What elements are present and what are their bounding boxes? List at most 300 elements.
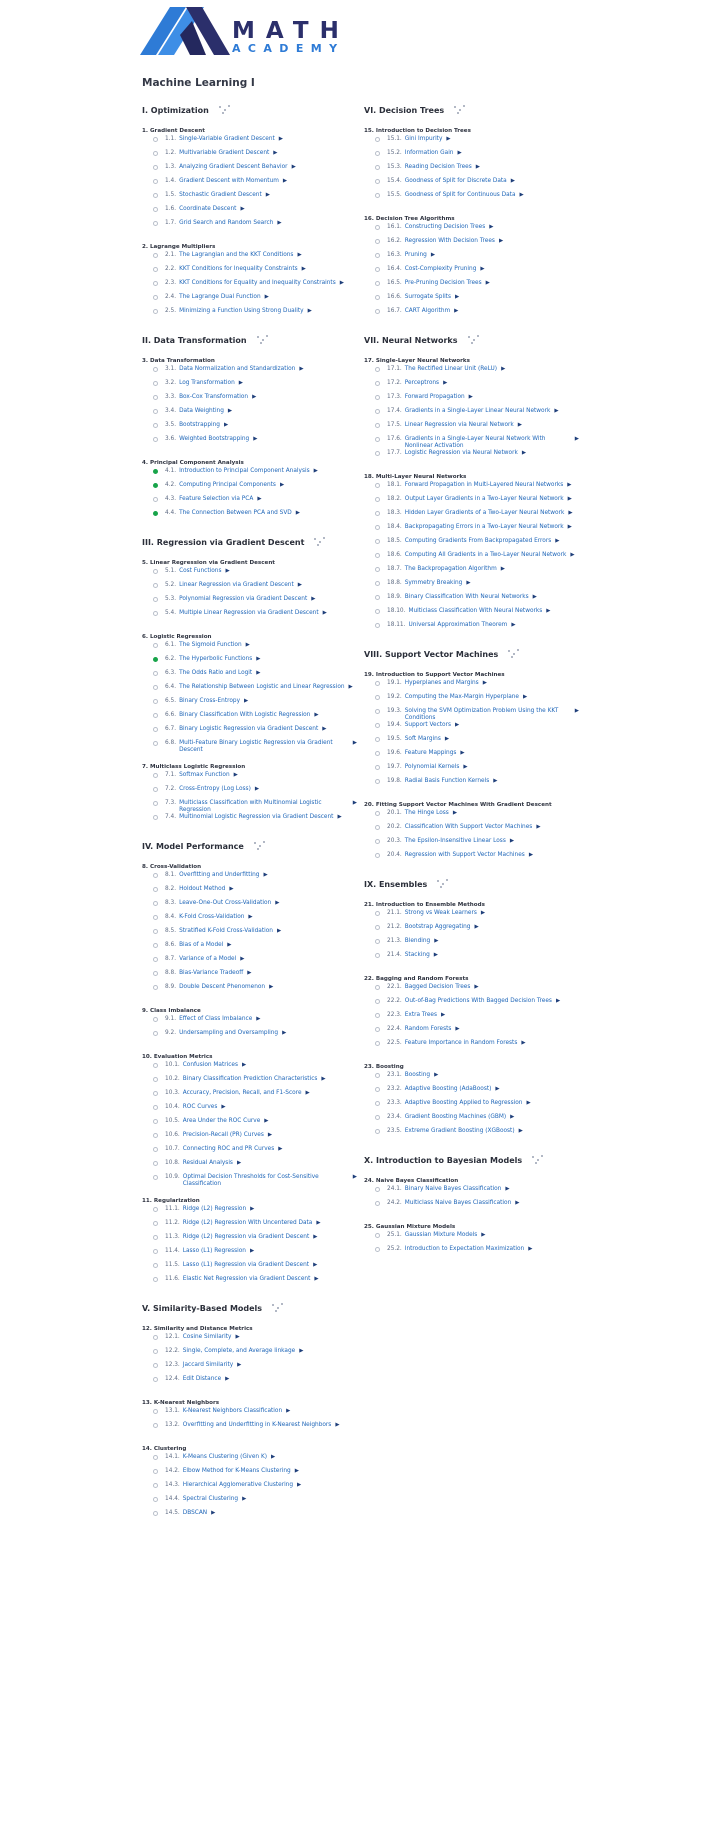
lesson-link[interactable] [364,938,579,952]
lesson-number: 13.1. [165,1408,180,1414]
lesson-label: Feature Mappings [404,750,457,756]
lesson-link[interactable] [364,224,579,238]
lesson-link[interactable] [142,684,357,698]
lesson-link[interactable] [142,1076,357,1090]
lesson-number: 24.1. [387,1186,402,1192]
sparkle-icon [454,105,466,115]
lesson-label: Binary Naive Bayes Classification [404,1186,502,1192]
lesson-number: 8.2. [165,886,177,892]
lesson-link[interactable] [142,1160,357,1174]
lesson-link[interactable] [142,1016,357,1030]
lesson-number: 17.1. [387,366,402,372]
lesson-link[interactable] [142,164,357,178]
lesson-number: 23.1. [387,1072,402,1078]
lesson-link[interactable] [142,192,357,206]
lesson-link[interactable] [142,942,357,956]
math-academy-logo[interactable] [140,5,380,57]
lesson-number: 8.9. [165,984,177,990]
caret-right-icon: ▶ [337,814,342,820]
lesson-link[interactable] [142,380,357,394]
lesson-label: Data Normalization and Standardization [179,366,296,372]
caret-right-icon: ▶ [480,910,486,916]
lesson-number: 3.3. [165,394,177,400]
progress-circle-icon [153,367,158,372]
lesson-link[interactable] [142,1206,357,1220]
lesson-link[interactable] [364,524,579,538]
caret-right-icon: ▶ [299,1348,304,1354]
progress-circle-icon [375,581,380,586]
lesson-link[interactable] [364,952,579,966]
lesson-link[interactable] [142,670,357,684]
lesson-link[interactable] [364,1232,579,1246]
unit-section [364,1150,579,1260]
lesson-link[interactable] [364,680,579,694]
progress-circle-icon [375,839,380,844]
topic-title: 13. K-Nearest Neighbors [142,1400,220,1406]
lesson-link[interactable] [364,764,579,778]
lesson-link[interactable] [142,1510,357,1524]
lesson-label: CART Algorithm [404,308,451,314]
lesson-link[interactable] [142,178,357,192]
lesson-number: 10.8. [165,1160,180,1166]
lesson-link[interactable] [364,482,579,496]
lesson-link[interactable] [364,380,579,394]
lesson-link[interactable] [364,280,579,294]
lesson-label: Adaptive Boosting (AdaBoost) [404,1086,492,1092]
caret-right-icon: ▶ [444,736,450,742]
lesson-link[interactable] [142,1248,357,1262]
caret-right-icon: ▶ [526,1100,531,1106]
caret-right-icon: ▶ [493,778,498,784]
unit-heading [142,836,357,856]
lesson-label: K-Nearest Neighbors Classification [182,1408,283,1414]
lesson-link[interactable] [142,1422,357,1436]
topic-group [364,974,579,1054]
lesson-number: 23.3. [387,1100,402,1106]
topic-group [142,1052,357,1188]
lesson-link[interactable] [142,366,357,380]
lesson-link[interactable] [142,1262,357,1276]
lesson-number: 18.10. [387,608,406,614]
lesson-link[interactable] [364,566,579,580]
lesson-link[interactable] [364,852,579,866]
lesson-link[interactable] [142,1090,357,1104]
lesson-link[interactable] [364,538,579,552]
lesson-label: Edit Distance [182,1376,222,1382]
progress-circle-icon [153,901,158,906]
lesson-number: 10.7. [165,1146,180,1152]
caret-right-icon: ▶ [254,786,260,792]
lesson-number: 17.6. [387,436,402,442]
lesson-link[interactable] [142,610,357,624]
lesson-number: 21.4. [387,952,402,958]
lesson-link[interactable] [142,1220,357,1234]
lesson-number: 13.2. [165,1422,180,1428]
lesson-label: Multiclass Classification with Multinomial Logistic Regression [179,800,322,813]
lesson-link[interactable] [364,394,579,408]
progress-circle-icon [375,381,380,386]
lesson-link[interactable] [142,914,357,928]
caret-right-icon: ▶ [505,1186,510,1192]
progress-circle-icon [375,1233,380,1238]
lesson-label: Perceptrons [404,380,440,386]
completed-dot-icon [153,511,158,516]
lesson-link[interactable] [364,594,579,608]
caret-right-icon: ▶ [252,394,257,400]
lesson-link[interactable] [364,1086,579,1100]
progress-circle-icon [153,929,158,934]
caret-right-icon: ▶ [480,266,485,272]
unit-title: III. Regression via Gradient Descent [142,537,305,547]
lesson-link[interactable] [364,1072,579,1086]
progress-circle-icon [375,953,380,958]
lesson-link[interactable] [364,552,579,566]
sparkle-icon [314,537,326,547]
lesson-label: Support Vectors [404,722,452,728]
lesson-label: Area Under the ROC Curve [182,1118,261,1124]
lesson-link[interactable] [142,582,357,596]
caret-right-icon: ▶ [474,984,479,990]
caret-right-icon: ▶ [339,280,344,286]
caret-right-icon: ▶ [501,366,506,372]
caret-right-icon: ▶ [322,726,327,732]
lesson-number: 18.8. [387,580,402,586]
lesson-link[interactable] [364,164,579,178]
lesson-label: DBSCAN [182,1510,208,1516]
lesson-link[interactable] [142,252,357,266]
lesson-link[interactable] [364,510,579,524]
lesson-link[interactable] [364,984,579,998]
lesson-link[interactable] [142,900,357,914]
lesson-label: Lasso (L1) Regression via Gradient Descent [182,1262,310,1268]
unit-title: II. Data Transformation [142,335,247,345]
lesson-link[interactable] [142,482,357,496]
lesson-link[interactable] [142,872,357,886]
lesson-link[interactable] [142,1468,357,1482]
lesson-link[interactable] [364,838,579,852]
progress-circle-icon [375,1129,380,1134]
lesson-number: 15.1. [387,136,402,142]
lesson-link[interactable] [142,970,357,984]
lesson-link[interactable] [364,192,579,206]
progress-circle-icon [153,1277,158,1282]
progress-circle-icon [375,999,380,1004]
lesson-number: 19.1. [387,680,402,686]
lesson-link[interactable] [142,800,357,814]
lesson-number: 15.4. [387,178,402,184]
lesson-number: 12.4. [165,1376,180,1382]
lesson-link[interactable] [364,1128,579,1142]
lesson-label: Computing the Max-Margin Hyperplane [404,694,520,700]
caret-right-icon: ▶ [263,872,268,878]
lesson-link[interactable] [142,206,357,220]
caret-right-icon: ▶ [509,838,515,844]
lesson-number: 3.2. [165,380,177,386]
lesson-link[interactable] [364,436,579,450]
lesson-link[interactable] [364,824,579,838]
caret-right-icon: ▶ [517,422,522,428]
lesson-link[interactable] [364,496,579,510]
lesson-link[interactable] [364,910,579,924]
lesson-number: 11.6. [165,1276,180,1282]
lesson-link[interactable] [364,580,579,594]
lesson-link[interactable] [364,778,579,792]
lesson-link[interactable] [364,150,579,164]
lesson-link[interactable] [142,786,357,800]
lesson-label: Goodness of Split for Continuous Data [404,192,516,198]
lesson-link[interactable] [364,294,579,308]
lesson-link[interactable] [142,266,357,280]
caret-right-icon: ▶ [352,800,357,806]
unit-title: V. Similarity-Based Models [142,1303,263,1313]
unit-title: VII. Neural Networks [364,335,458,345]
lesson-number: 23.2. [387,1086,402,1092]
unit-section [142,1298,357,1524]
lesson-label: Extra Trees [404,1012,437,1018]
lesson-number: 10.2. [165,1076,180,1082]
lesson-link[interactable] [364,1200,579,1214]
lesson-label: The Epsilon-Insensitive Linear Loss [404,838,506,844]
lesson-link[interactable] [142,280,357,294]
caret-right-icon: ▶ [498,238,504,244]
lesson-label: Linear Regression via Neural Network [404,422,514,428]
lesson-link[interactable] [142,468,357,482]
lesson-label: Extreme Gradient Boosting (XGBoost) [404,1128,515,1134]
lesson-link[interactable] [364,1040,579,1054]
lesson-link[interactable] [142,1454,357,1468]
lesson-link[interactable] [142,1276,357,1290]
lesson-link[interactable] [142,220,357,234]
lesson-link[interactable] [364,736,579,750]
lesson-number: 2.5. [165,308,177,314]
lesson-link[interactable] [142,984,357,998]
lesson-link[interactable] [364,924,579,938]
progress-circle-icon [375,451,380,456]
lesson-link[interactable] [364,1186,579,1200]
lesson-link[interactable] [364,1114,579,1128]
lesson-number: 21.1. [387,910,402,916]
lesson-link[interactable] [364,622,579,636]
progress-circle-icon [153,137,158,142]
progress-circle-icon [375,695,380,700]
lesson-link[interactable] [142,1030,357,1044]
caret-right-icon: ▶ [242,1062,247,1068]
progress-circle-icon [375,1041,380,1046]
progress-circle-icon [153,773,158,778]
caret-right-icon: ▶ [570,552,575,558]
lesson-link[interactable] [142,740,357,754]
lesson-link[interactable] [364,408,579,422]
caret-right-icon: ▶ [271,1454,276,1460]
lesson-number: 1.2. [165,150,177,156]
progress-circle-icon [153,887,158,892]
lesson-link[interactable] [142,886,357,900]
lesson-link[interactable] [142,1362,357,1376]
caret-right-icon: ▶ [441,1012,446,1018]
lesson-link[interactable] [142,1376,357,1390]
lesson-label: Grid Search and Random Search [179,220,274,226]
lesson-link[interactable] [142,726,357,740]
lesson-label: Computing Principal Components [179,482,276,488]
caret-right-icon: ▶ [352,740,357,746]
caret-right-icon: ▶ [443,380,448,386]
topic-title: 14. Clustering [142,1446,187,1452]
lesson-link[interactable] [142,1348,357,1362]
lesson-link[interactable] [142,568,357,582]
lesson-label: The Lagrangian and the KKT Conditions [179,252,294,258]
lesson-link[interactable] [364,1026,579,1040]
lesson-link[interactable] [364,178,579,192]
topic-title: 16. Decision Tree Algorithms [364,216,455,222]
lesson-link[interactable] [142,1062,357,1076]
lesson-link[interactable] [142,1234,357,1248]
progress-circle-icon [375,483,380,488]
lesson-link[interactable] [364,750,579,764]
lesson-link[interactable] [142,1482,357,1496]
lesson-number: 18.9. [387,594,402,600]
lesson-link[interactable] [142,1104,357,1118]
lesson-link[interactable] [364,308,579,322]
lesson-label: Surrogate Splits [404,294,451,300]
lesson-number: 10.6. [165,1132,180,1138]
progress-circle-icon [375,539,380,544]
topic-group [364,1176,579,1214]
lesson-link[interactable] [364,1012,579,1026]
lesson-link[interactable] [364,266,579,280]
lesson-link[interactable] [142,1146,357,1160]
lesson-link[interactable] [142,596,357,610]
lesson-link[interactable] [142,422,357,436]
lesson-number: 12.3. [165,1362,180,1368]
lesson-link[interactable] [364,450,579,464]
lesson-link[interactable] [142,394,357,408]
lesson-link[interactable] [142,136,357,150]
lesson-link[interactable] [364,998,579,1012]
lesson-label: Holdout Method [179,886,226,892]
caret-right-icon: ▶ [463,764,468,770]
lesson-number: 19.4. [387,722,402,728]
lesson-link[interactable] [142,150,357,164]
topic-title: 1. Gradient Descent [142,128,205,134]
lesson-number: 15.5. [387,192,402,198]
lesson-link[interactable] [142,1118,357,1132]
lesson-link[interactable] [142,928,357,942]
lesson-link[interactable] [142,1334,357,1348]
progress-circle-icon [153,1455,158,1460]
progress-circle-icon [153,815,158,820]
lesson-link[interactable] [364,238,579,252]
lesson-link[interactable] [142,1174,357,1188]
lesson-label: Lasso (L1) Regression [182,1248,246,1254]
lesson-label: Bootstrapping [179,422,220,428]
lesson-number: 22.5. [387,1040,402,1046]
lesson-link[interactable] [142,698,357,712]
lesson-link[interactable] [364,810,579,824]
lesson-label: Blending [404,938,431,944]
lesson-label: Ridge (L2) Regression [182,1206,247,1212]
progress-circle-icon [153,1377,158,1382]
caret-right-icon: ▶ [282,1030,287,1036]
caret-right-icon: ▶ [454,294,460,300]
progress-circle-icon [153,741,158,746]
lesson-number: 8.1. [165,872,177,878]
lesson-label: Box-Cox Transformation [179,394,249,400]
lesson-link[interactable] [142,496,357,510]
caret-right-icon: ▶ [314,1276,319,1282]
lesson-link[interactable] [142,510,357,524]
topic-title: 18. Multi-Layer Neural Networks [364,474,467,480]
lesson-label: Hierarchical Agglomerative Clustering [182,1482,294,1488]
lesson-link[interactable] [142,642,357,656]
lesson-link[interactable] [364,608,579,622]
progress-circle-icon [375,309,380,314]
caret-right-icon: ▶ [240,206,245,212]
caret-right-icon: ▶ [518,1128,523,1134]
lesson-link[interactable] [364,1246,579,1260]
progress-circle-icon [153,497,158,502]
lesson-link[interactable] [364,136,579,150]
lesson-number: 16.2. [387,238,402,244]
lesson-label: Multiple Linear Regression via Gradient Descent [179,610,319,616]
lesson-link[interactable] [142,956,357,970]
progress-circle-icon [375,295,380,300]
lesson-link[interactable] [364,708,579,722]
lesson-link[interactable] [142,294,357,308]
lesson-link[interactable] [364,252,579,266]
lesson-link[interactable] [142,656,357,670]
lesson-number: 24.2. [387,1200,402,1206]
lesson-link[interactable] [364,422,579,436]
lesson-link[interactable] [142,308,357,322]
unit-section [364,330,579,636]
topic-title: 15. Introduction to Decision Trees [364,128,471,134]
lesson-label: Minimizing a Function Using Strong Duality [179,308,304,314]
lesson-link[interactable] [142,772,357,786]
topic-group [364,214,579,322]
lesson-label: Output Layer Gradients in a Two-Layer Neural Network [404,496,564,502]
lesson-label: Binary Classification With Logistic Regression [179,712,311,718]
progress-circle-icon [153,1017,158,1022]
caret-right-icon: ▶ [225,568,230,574]
lesson-link[interactable] [142,1132,357,1146]
unit-heading [142,532,357,552]
progress-circle-icon [153,1133,158,1138]
progress-circle-icon [375,567,380,572]
lesson-link[interactable] [364,694,579,708]
lesson-link[interactable] [364,1100,579,1114]
lesson-link[interactable] [142,712,357,726]
lesson-number: 6.2. [165,656,177,662]
lesson-label: Bias-Variance Tradeoff [179,970,244,976]
caret-right-icon: ▶ [313,468,318,474]
lesson-link[interactable] [142,814,357,828]
lesson-link[interactable] [142,436,357,450]
topic-group [364,800,579,866]
lesson-label: Regression with Support Vector Machines [404,852,525,858]
lesson-label: Bagged Decision Trees [404,984,471,990]
lesson-link[interactable] [364,366,579,380]
lesson-label: Feature Importance in Random Forests [404,1040,518,1046]
lesson-label: The Hinge Loss [404,810,449,816]
lesson-link[interactable] [364,722,579,736]
lesson-link[interactable] [142,408,357,422]
caret-right-icon: ▶ [348,684,353,690]
caret-right-icon: ▶ [434,938,439,944]
lesson-number: 18.2. [387,496,402,502]
lesson-link[interactable] [142,1408,357,1422]
lesson-label: Leave-One-Out Cross-Validation [179,900,272,906]
lesson-link[interactable] [142,1496,357,1510]
